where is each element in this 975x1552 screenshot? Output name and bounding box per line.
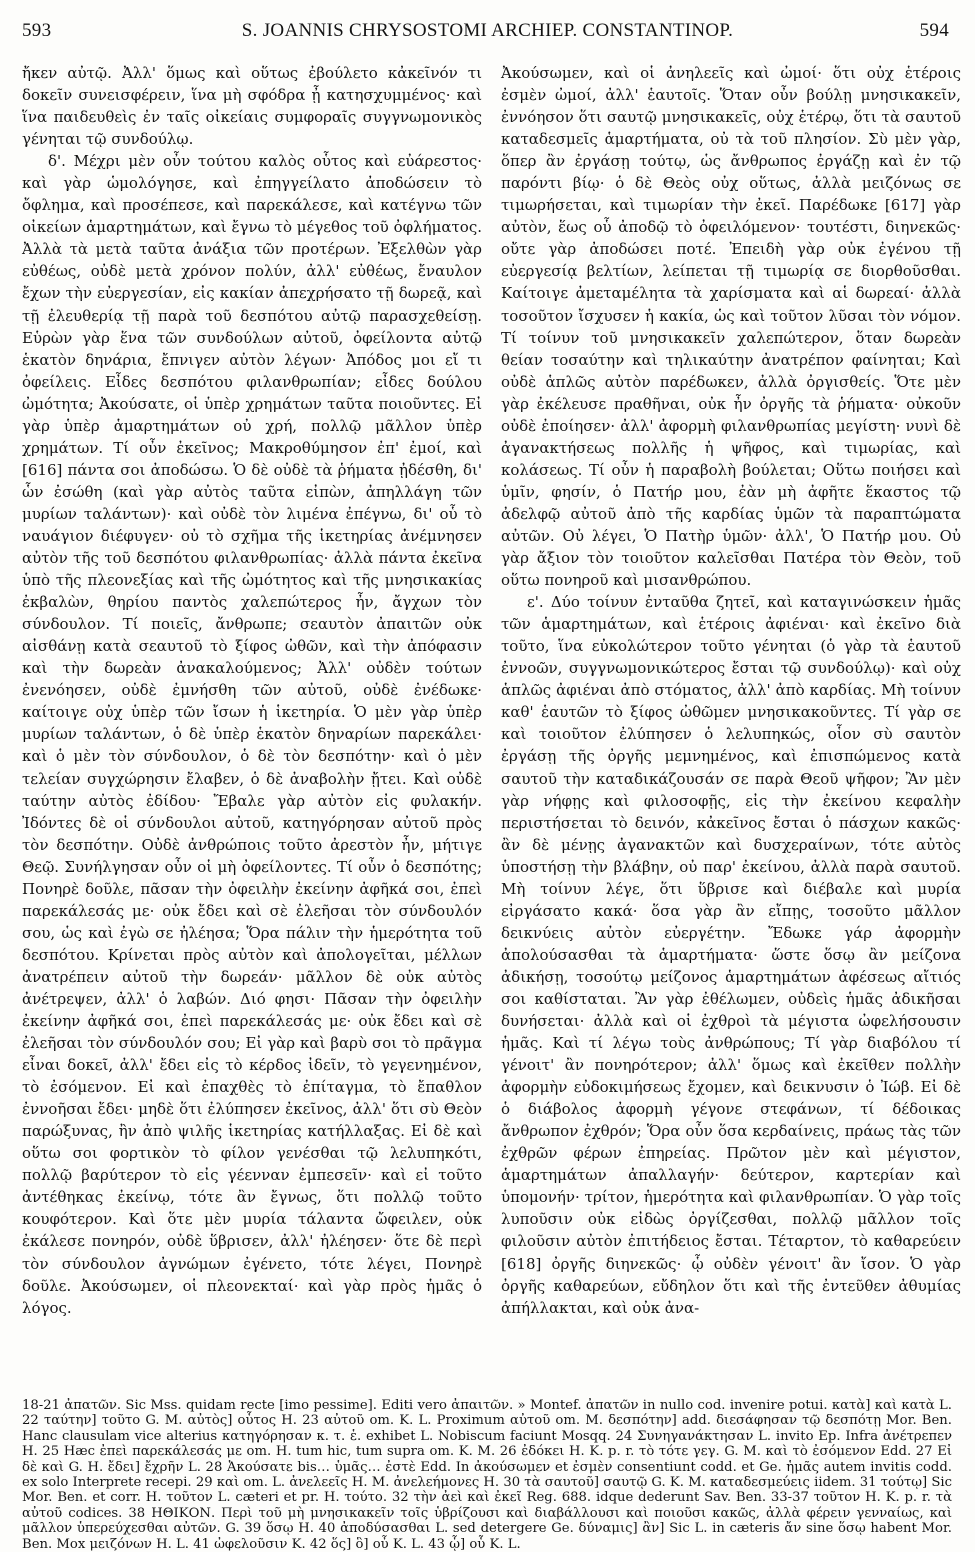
paragraph: δ'. Μέχρι μὲν οὖν τούτου καλὸς οὗτος καὶ εὐάρεστος· καὶ γὰρ ὡμολόγησε, καὶ ἐπηγγείλατο ἀποδώσειν τὸ ὄφλημα, καὶ προσέπεσε, καὶ παρεκάλεσε, καὶ κατέγνω τῶν οἰκείων ἁμαρτημάτων, καὶ ἔγνω τὸ μέγεθος τοῦ ὀφλήματος. Ἀλλὰ τὰ μετὰ ταῦτα ἀνάξια τῶν προτέρων. Ἐξελθὼν γὰρ εὐθέως, οὐδὲ μετὰ χρόνον πολύν, ἀλλ' εὐθέως, ἔναυλον ἔχων τὴν εὐεργεσίαν, εἰς κακίαν ἀπεχρήσατο τῇ δωρεᾷ, καὶ τῇ ἐλευθερίᾳ τῇ παρὰ τοῦ δεσπότου αὐτῷ παρασχεθείσῃ. Εὑρὼν γὰρ ἕνα τῶν συνδούλων αὐτοῦ, ὀφείλοντα αὐτῷ ἑκατὸν δηνάρια, ἔπνιγεν αὐτὸν λέγων· Ἀπόδος μοι εἴ τι ὀφείλεις. Εἶδες δεσπότου φιλανθρωπίαν; εἶδες δούλου ὠμότητα; Ἀκούσατε, οἱ ὑπὲρ χρημάτων ταῦτα ποιοῦντες. Εἰ γὰρ ὑπὲρ ἁμαρτημάτων οὐ χρή, πολλῷ μᾶλλον ὑπὲρ χρημάτων. Τί οὖν ἐκεῖνος; Μακροθύμησον ἐπ' ἐμοί, καὶ [616] πάντα σοι ἀποδώσω. Ὁ δὲ οὐδὲ τὰ ῥήματα ᾐδέσθη, δι' ὧν ἐσώθη (καὶ γὰρ αὐτὸς ταῦτα εἰπὼν, ἀπηλλάγη τῶν μυρίων ταλάντων)· καὶ οὐδὲ τὸν λιμένα ἐπέγνω, δι' οὗ τὸ ναυάγιον διέφυγεν· οὐ τὸ σχῆμα τῆς ἱκετηρίας ἀνέμνησεν αὐτὸν τῆς τοῦ δεσπότου φιλανθρωπίας· ἀλλὰ πάντα ἐκεῖνα ὑπὸ τῆς πλεονεξίας καὶ τῆς ὠμότητος καὶ τῆς μνησικακίας ἐκβαλὼν, θηρίου παντὸς χαλεπώτερος ἦν, ἄγχων τὸν σύνδουλον. Τί ποιεῖς, ἄνθρωπε; σεαυτὸν ἀπαιτῶν οὐκ αἰσθάνῃ κατὰ σεαυτοῦ τὸ ξίφος ὠθῶν, καὶ τὴν ἀπόφασιν καὶ τὴν δωρεὰν ἀνακαλούμενος; Ἀλλ' οὐδὲν τούτων ἐνενόησεν, οὐδὲ ἐμνήσθη τῶν αὐτοῦ, οὐδὲ ἐνέδωκε· καίτοιγε οὐχ ὑπὲρ τῶν ἴσων ἡ ἱκετηρία. Ὁ μὲν γὰρ ὑπὲρ μυρίων ταλάντων, ὁ δὲ ὑπὲρ ἑκατὸν δηναρίων παρεκάλει· καὶ ὁ μὲν τὸν σύνδουλον, ὁ δὲ τὸν δεσπότην· καὶ ὁ μὲν τελείαν συγχώρησιν ἔλαβεν, ὁ δὲ ἀναβολὴν ᾔτει. Καὶ οὐδὲ ταύτην αὐτὸς ἐδίδου· Ἔβαλε γὰρ αὐτὸν εἰς φυλακήν. Ἰδόντες δὲ οἱ σύνδουλοι αὐτοῦ, κατηγόρησαν αὐτοῦ πρὸς τὸν δεσπότην. Οὐδὲ ἀνθρώποις τοῦτο ἀρεστὸν ἦν, μήτιγε Θεῷ. Συνήλγησαν οὖν οἱ μὴ ὀφείλοντες. Τί οὖν ὁ δεσπότης; Πονηρὲ δοῦλε, πᾶσαν τὴν ὀφειλὴν ἐκείνην ἀφῆκά σοι, ἐπεὶ παρεκάλεσάς με· οὐκ ἔδει καὶ σὲ ἐλεῆσαι τὸν σύνδουλόν σου, ὡς καὶ ἐγὼ σε ἠλέησα; Ὅρα πάλιν τὴν ἡμερότητα τοῦ δεσπότου. Κρίνεται πρὸς αὐτὸν καὶ ἀπολογεῖται, μέλλων ἀνατρέπειν αὐτοῦ τὴν δωρεάν· μᾶλλον δὲ οὐκ αὐτὸς ἀνέτρεψεν, ἀλλ' ὁ λαβών. Διό φησι· Πᾶσαν τὴν ὀφειλὴν ἐκείνην ἀφῆκά σοι, ἐπεὶ παρεκάλεσάς με· οὐκ ἔδει καὶ σὲ ἐλεῆσαι τὸν σύνδουλόν σου; Εἰ γὰρ καὶ βαρὺ σοι τὸ πρᾶγμα εἶναι δοκεῖ, ἀλλ' ἔδει εἰς τὸ κέρδος ἰδεῖν, τὸ γεγενημένον, τὸ ἐσόμενον. Εἰ καὶ ἐπαχθὲς τὸ ἐπίταγμα, τὸ ἔπαθλον ἐννοῆσαι ἔδει· μηδὲ ὅτι ἐλύπησεν ἐκεῖνος, ἀλλ' ὅτι σὺ Θεὸν παρώξυνας, ἢν ἀπὸ ψιλῆς ἱκετηρίας κατήλλαξας. Εἰ δὲ καὶ οὕτω σοι φορτικὸν τὸ φίλον γενέσθαι τῷ λελυπηκότι, πολλῷ βαρύτερον τὸ εἰς γέενναν ἐμπεσεῖν· καὶ εἰ τοῦτο ἀντέθηκας ἐκείνῳ, τότε ἂν ἔγνως, ὅτι πολλῷ τοῦτο κουφότερον. Καὶ ὅτε μὲν μυρία τάλαντα ὤφειλεν, οὐκ ἐκάλεσε πονηρόν, οὐδὲ ὕβρισεν, ἀλλ' ἠλέησεν· ὅτε δὲ περὶ τὸν σύνδουλον ἀγνώμων ἐγένετο, τότε λέγει, Πονηρὲ δοῦλε. Ἀκούσωμεν, οἱ πλεονεκταί· καὶ γὰρ πρὸς ἡμᾶς ὁ λόγος.: [22, 152, 482, 1317]
page-number-left: 593: [22, 20, 52, 41]
page-header: [0, 0, 975, 44]
right-column: [501, 62, 961, 1384]
paragraph: ἤκεν αὐτῷ. Ἀλλ' ὅμως καὶ οὕτως ἐβούλετο κἀκεῖνόν τι δοκεῖν συνεισφέρειν, ἵνα μὴ σφόδρα ᾖ κατησχυμμένος· καὶ ἵνα παιδευθεὶς ἐν ταῖς οἰκείαις συμφοραῖς συγγνωμονικὸς γένηται τῷ συνδούλῳ.: [22, 64, 482, 149]
running-title: S. JOANNIS CHRYSOSTOMI ARCHIEP. CONSTANTINOP.: [241, 20, 734, 41]
left-column: [22, 62, 482, 1384]
page-number-right: 594: [919, 20, 949, 41]
footnotes: 18-21 ἀπατῶν. Sic Mss. quidam recte [imo pessime]. Editi vero ἀπαιτῶν. » Montef. ἀπατῶν in nullo cod. invenire potui. κατὰ] καὶ κατὰ L. 22 ταύτην] τοῦτο G. M. αὐτὸς] οὗτος H. 23 αὐτοῦ om. K. L. Proximum αὐτοῦ om. M. δεσπότην] add. διεσάφησαν τῷ δεσπότῃ Mor. Ben. Hanc clausulam vice alterius κατηγόρησαν κ. τ. ἑ. exhibet L. Nobiscum faciunt Mosqq. 24 Συνηγανάκτησαν L. invito Ep. Infra ἀνέτρεπεν H. 25 Hæc ἐπεὶ παρεκάλεσάς με om. H. tum hic, tum supra om. K. M. 26 ἐδόκει H. K. p. r. τὸ τότε γεγ. G. M. καὶ τὸ ἐσόμενον Edd. 27 Εἰ δὲ καὶ G. H. ἔδει] ἔχρῆν L. 28 Ἀκούσατε bis… ὑμᾶς… ἐστὲ Edd. In ἀκούσωμεν et ἐσμὲν consentiunt codd. et Ge. ἡμᾶς autem invitis codd. ex solo Interprete recepi. 29 καὶ om. L. ἀνελεεῖς H. M. ἀνελεήμονες H. 30 τὰ σαυτοῦ] σαυτῷ G. K. M. καταδεσμεύεις iidem. 31 τούτῳ] Sic Mor. Ben. et corr. H. τοῦτον L. cæteri et pr. H. τούτο. 32 τὴν ἀεὶ καὶ ἐκεῖ Reg. 688. idque dederunt Sav. Ben. 33-37 τοῦτον H. K. p. r. τὰ αὐτοῦ codices. 38 ΗΘΙΚΟΝ. Περὶ τοῦ μὴ μνησικακεῖν τοῖς ὑβρίζουσι καὶ διαβάλλουσι καὶ ποιοῦσι κακῶς, ἀλλὰ φέρειν γενναίως, καὶ μᾶλλον ὑπερεύχεσθαι αὐτῶν. G. 39 ὅσῳ H. 40 ἀποδύσασθαι L. sed detergere Ge. δύναμις] ἂν] Sic L. in cæteris ἄν sine ὅσῳ habent Mor. Ben. Mox μειζόνων H. L. 41 ὠφελοῦσιν K. 42 ὅς] ὃ] οὖ K. L. 43 ᾧ] οὗ K. L.: [22, 1398, 952, 1552]
paragraph: ε'. Δύο τοίνυν ἐνταῦθα ζητεῖ, καὶ καταγινώσκειν ἡμᾶς τῶν ἁμαρτημάτων, καὶ ἑτέροις ἀφιέναι· καὶ ἐκεῖνο διὰ τοῦτο, ἵνα εὐκολώτερον τοῦτο γένηται (ὁ γὰρ τὰ ἑαυτοῦ ἐννοῶν, συγγνωμονικώτερος ἔσται τῷ συνδούλῳ)· καὶ οὐχ ἁπλῶς ἀφιέναι ἀπὸ στόματος, ἀλλ' ἀπὸ καρδίας. Μὴ τοίνυν καθ' ἑαυτῶν τὸ ξίφος ὠθῶμεν μνησικακοῦντες. Τί γὰρ σε καὶ τοιοῦτον ἐλύπησεν ὁ λελυπηκώς, οἷον σὺ σαυτὸν ἐργάσῃ τῆς ὀργῆς μεμνημένος, καὶ ἐπισπώμενος κατὰ σαυτοῦ τὴν καταδικάζουσάν σε παρὰ Θεοῦ ψῆφον; Ἂν μὲν γὰρ νήφῃς καὶ φιλοσοφῇς, εἰς τὴν ἐκείνου κεφαλὴν περιστήσεται τὸ δεινόν, κἀκεῖνος ἔσται ὁ πάσχων κακῶς· ἂν δὲ μένῃς ἀγανακτῶν καὶ δυσχεραίνων, τότε αὐτὸς ὑποστήσῃ τὴν βλάβην, οὐ παρ' ἐκείνου, ἀλλὰ παρὰ σαυτοῦ. Μὴ τοίνυν λέγε, ὅτι ὕβρισε καὶ διέβαλε καὶ μυρία εἰργάσατο κακά· ὅσα γὰρ ἂν εἴπῃς, τοσοῦτο μᾶλλον δεικνύεις αὐτὸν εὐεργέτην. Ἔδωκε γάρ ἀφορμὴν ἀπολούσασθαι τὰ ἁμαρτήματα· ὥστε ὅσῳ ἂν μείζονα ἀδικήσῃ, τοσούτῳ μείζονος ἁμαρτημάτων ἀφέσεως αἴτιός σοι καθίσταται. Ἂν γὰρ ἐθέλωμεν, οὐδεὶς ἡμᾶς ἀδικῆσαι δυνήσεται· ἀλλὰ καὶ οἱ ἐχθροὶ τὰ μέγιστα ὠφελήσουσιν ἡμᾶς. Καὶ τί λέγω τοὺς ἀνθρώπους; Τί γὰρ διαβόλου τί γένοιτ' ἂν πονηρότερον; ἀλλ' ὅμως καὶ ἐκεῖθεν πολλὴν ἀφορμὴν εὐδοκιμήσεως ἔχομεν, καὶ δεικνυσιν ὁ Ἰώβ. Εἰ δὲ ὁ διάβολος ἀφορμὴ γέγονε στεφάνων, τί δέδοικας ἄνθρωπον ἐχθρόν; Ὅρα οὖν ὅσα κερδαίνεις, πράως τὰς τῶν ἐχθρῶν φέρων ἐπηρείας. Πρῶτον μὲν καὶ μέγιστον, ἁμαρτημάτων ἀπαλλαγήν· δεύτερον, καρτερίαν καὶ ὑπομονήν· τρίτον, ἡμερότητα καὶ φιλανθρωπίαν. Ὁ γὰρ τοῖς λυποῦσιν οὐκ εἰδὼς ὀργίζεσθαι, πολλῷ μᾶλλον τοῖς φιλοῦσιν αὐτὸν ἐπιτήδειος ἔσται. Τέταρτον, τὸ καθαρεύειν [618] ὀργῆς διηνεκῶς· ᾧ οὐδὲν γένοιτ' ἂν ἴσον. Ὁ γὰρ ὀργῆς καθαρεύων, εὔδηλον ὅτι καὶ τῆς ἐντεῦθεν ἀθυμίας ἀπήλλακται, καὶ οὐκ ἀνα-: [501, 593, 961, 1317]
paragraph: Ἀκούσωμεν, καὶ οἱ ἀνηλεεῖς καὶ ὠμοί· ὅτι οὐχ ἑτέροις ἐσμὲν ὠμοί, ἀλλ' ἑαυτοῖς. Ὅταν οὖν βούλῃ μνησικακεῖν, ἐννόησον ὅτι σαυτῷ μνησικακεῖς, οὐχ ἑτέρῳ, ὅτι τὰ σαυτοῦ καταδεσμεῖς ἁμαρτήματα, οὐ τὰ τοῦ πλησίον. Σὺ μὲν γὰρ, ὅπερ ἂν ἐργάσῃ τούτῳ, ὡς ἄνθρωπος ἐργάζῃ καὶ ἐν τῷ παρόντι βίῳ· ὁ δὲ Θεὸς οὐχ οὕτως, ἀλλὰ μειζόνως σε τιμωρήσεται, καὶ τιμωρίαν τὴν ἐκεῖ. Παρέδωκε [617] γὰρ αὐτὸν, ἕως οὗ ἀποδῷ τὸ ὀφειλόμενον· τουτέστι, διηνεκῶς· οὔτε γὰρ ἀποδώσει ποτέ. Ἐπειδὴ γὰρ οὐκ ἐγένου τῇ εὐεργεσίᾳ βελτίων, λείπεται τῇ τιμωρίᾳ σε διορθοῦσθαι. Καίτοιγε ἀμεταμέλητα τὰ χαρίσματα καὶ αἱ δωρεαί· ἀλλὰ τοσοῦτον ἴσχυσεν ἡ κακία, ὡς καὶ τοῦτον λῦσαι τὸν νόμον. Τί τοίνυν τοῦ μνησικακεῖν χαλεπώτερον, ὅταν δωρεὰν θείαν τοσαύτην καὶ τηλικαύτην ἀνατρέπον φαίνηται; Καὶ οὐδὲ ἁπλῶς αὐτὸν παρέδωκεν, ἀλλὰ ὀργισθείς. Ὅτε μὲν γὰρ ἐκέλευσε πραθῆναι, οὐκ ἦν ὀργῆς τὰ ῥήματα· οὐκοῦν οὐδὲ ἐποίησεν· ἀλλ' ἀφορμὴ φιλανθρωπίας μεγίστη· νυνὶ δὲ ἀγανακτήσεως πολλῆς ἡ ψῆφος, καὶ τιμωρίας, καὶ κολάσεως. Τί οὖν ἡ παραβολὴ βούλεται; Οὕτω ποιήσει καὶ ὑμῖν, φησίν, ὁ Πατήρ μου, ἐὰν μὴ ἀφῆτε ἕκαστος τῷ ἀδελφῷ αὐτοῦ ἀπὸ τῆς καρδίας ὑμῶν τὰ παραπτώματα αὐτῶν. Οὐ λέγει, Ὁ Πατὴρ ὑμῶν· ἀλλ', Ὁ Πατήρ μου. Οὐ γὰρ ἄξιον τὸν τοιοῦτον καλεῖσθαι Πατέρα τὸν Θεὸν, τοῦ οὕτω πονηροῦ καὶ μισανθρώπου.: [501, 64, 961, 590]
